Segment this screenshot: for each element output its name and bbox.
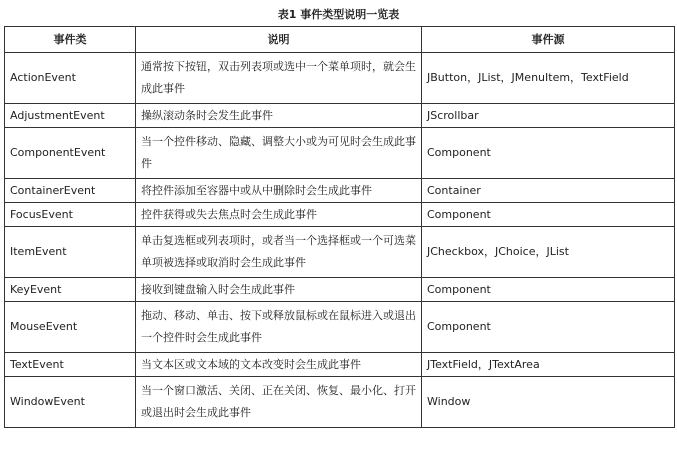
description-cell: 拖动、移动、单击、按下或释放鼠标或在鼠标进入或退出一个控件时会生成此事件	[136, 302, 422, 353]
event-source-cell: Container	[422, 179, 675, 203]
event-types-table	[4, 26, 675, 428]
description-cell: 接收到键盘输入时会生成此事件	[136, 278, 422, 302]
event-class-cell: AdjustmentEvent	[5, 104, 136, 128]
description-cell: 通常按下按钮，双击列表项或选中一个菜单项时，就会生成此事件	[136, 53, 422, 104]
table-row	[5, 203, 675, 227]
event-class-cell: KeyEvent	[5, 278, 136, 302]
header-description: 说明	[136, 27, 422, 53]
table-caption: 表1 事件类型说明一览表	[277, 8, 400, 21]
event-source-cell: Component	[422, 302, 675, 353]
description-cell: 当文本区或文本域的文本改变时会生成此事件	[136, 353, 422, 377]
event-source-cell: JButton，JList，JMenuItem，TextField	[422, 53, 675, 104]
description-cell: 单击复选框或列表项时，或者当一个选择框或一个可选菜单项被选择或取消时会生成此事件	[136, 227, 422, 278]
event-class-cell: MouseEvent	[5, 302, 136, 353]
event-source-cell: Component	[422, 128, 675, 179]
table-row	[5, 179, 675, 203]
event-source-cell: JCheckbox，JChoice，JList	[422, 227, 675, 278]
event-class-cell: TextEvent	[5, 353, 136, 377]
event-source-cell: JTextField，JTextArea	[422, 353, 675, 377]
event-class-cell: ContainerEvent	[5, 179, 136, 203]
table-row	[5, 227, 675, 278]
event-class-cell: ItemEvent	[5, 227, 136, 278]
event-class-cell: ActionEvent	[5, 53, 136, 104]
event-source-cell: Window	[422, 377, 675, 428]
description-cell: 操纵滚动条时会发生此事件	[136, 104, 422, 128]
description-cell: 控件获得或失去焦点时会生成此事件	[136, 203, 422, 227]
description-cell: 当一个窗口激活、关闭、正在关闭、恢复、最小化、打开或退出时会生成此事件	[136, 377, 422, 428]
table-row	[5, 53, 675, 104]
event-class-cell: FocusEvent	[5, 203, 136, 227]
header-event-source: 事件源	[422, 27, 675, 53]
header-event-class: 事件类	[5, 27, 136, 53]
table-row	[5, 353, 675, 377]
table-row	[5, 377, 675, 428]
table-row	[5, 128, 675, 179]
table-row	[5, 302, 675, 353]
event-source-cell: Component	[422, 203, 675, 227]
event-class-cell: ComponentEvent	[5, 128, 136, 179]
table-row	[5, 278, 675, 302]
description-cell: 将控件添加至容器中或从中删除时会生成此事件	[136, 179, 422, 203]
event-source-cell: Component	[422, 278, 675, 302]
event-class-cell: WindowEvent	[5, 377, 136, 428]
event-source-cell: JScrollbar	[422, 104, 675, 128]
table-header-row	[5, 27, 675, 53]
description-cell: 当一个控件移动、隐藏、调整大小或为可见时会生成此事件	[136, 128, 422, 179]
table-row	[5, 104, 675, 128]
